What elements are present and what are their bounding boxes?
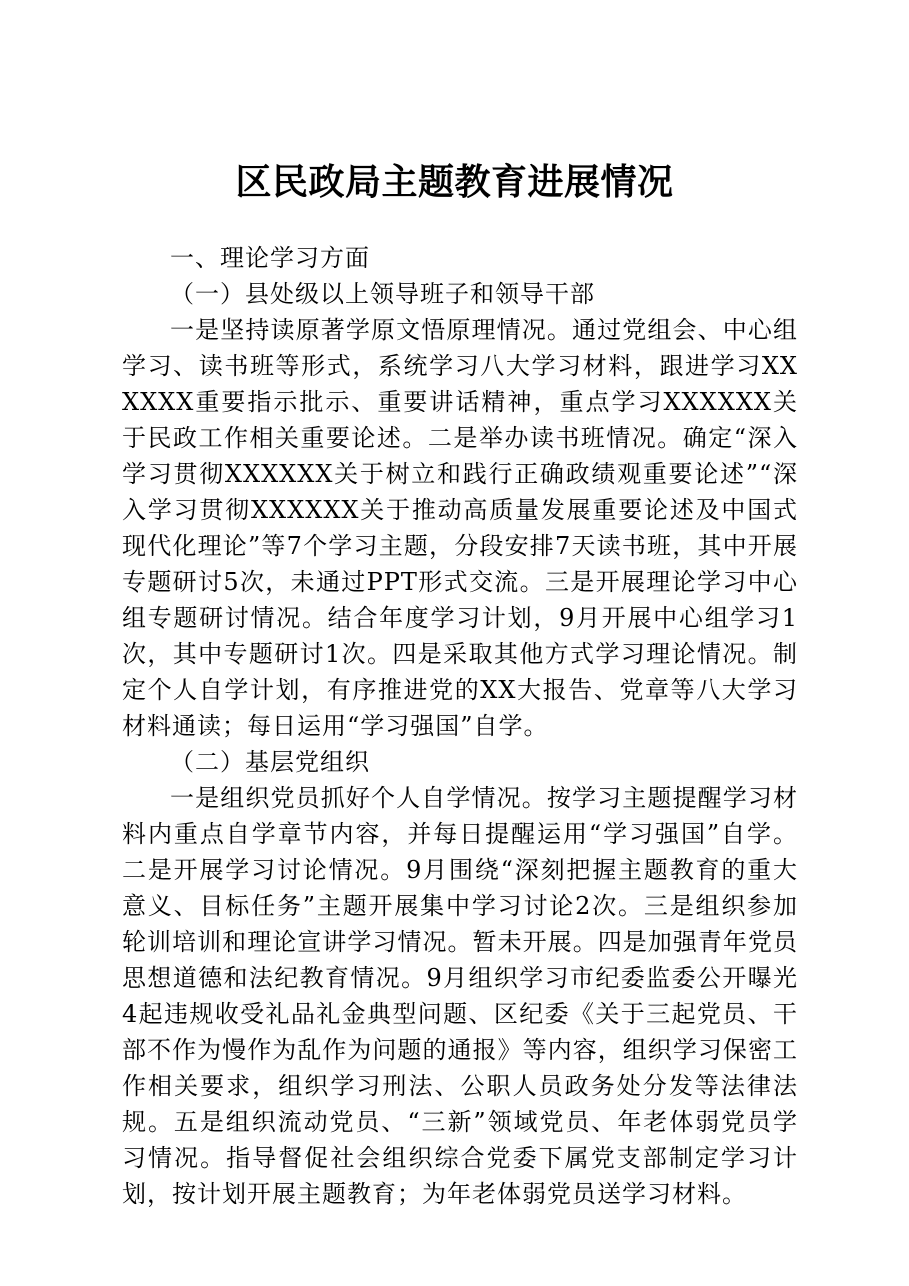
section-heading-theory-study: 一、理论学习方面 <box>170 244 370 272</box>
paragraph-grassroots: 一是组织党员抓好个人自学情况。按学习主题提醒学习材料内重点自学章节内容，并每日提醒运用“学习强国”自学。二是开展学习讨论情况。9月围绕“深刻把握主题教育的重大意义、目标任务”主题开展集中学习讨论2次。三是组织参加轮训培训和理论宣讲学习情况。暂未开展。四是加强青年党员思想道德和法纪教育情况。9月组织学习市纪委监委公开曝光4起违规收受礼品礼金典型问题、区纪委《关于三起党员、干部不作为慢作为乱作为问题的通报》等内容，组织学习保密工作相关要求，组织学习刑法、公职人员政务处分发等法律法规。五是组织流动党员、“三新”领域党员、年老体弱党员学习情况。指导督促社会组织综合党委下属党支部制定学习计划，按计划开展主题教育；为年老体弱党员送学习材料。 <box>122 784 798 1208</box>
document-title: 区民政局主题教育进展情况 <box>235 161 674 203</box>
subsection-heading-leadership: （一）县处级以上领导班子和领导干部 <box>170 280 595 308</box>
subsection-heading-grassroots: （二）基层党组织 <box>170 748 370 776</box>
document-body <box>122 240 798 1212</box>
paragraph-leadership: 一是坚持读原著学原文悟原理情况。通过党组会、中心组学习、读书班等形式，系统学习八大学习材料，跟进学习XXXXXX重要指示批示、重要讲话精神，重点学习XXXXXX关于民政工作相关重要论述。二是举办读书班情况。确定“深入学习贯彻XXXXXX关于树立和践行正确政绩观重要论述”“深入学习贯彻XXXXXX关于推动高质量发展重要论述及中国式现代化理论”等7个学习主题，分段安排7天读书班，其中开展专题研讨5次，未通过PPT形式交流。三是开展理论学习中心组专题研讨情况。结合年度学习计划，9月开展中心组学习1次，其中专题研讨1次。四是采取其他方式学习理论情况。制定个人自学计划，有序推进党的XX大报告、党章等八大学习材料通读；每日运用“学习强国”自学。 <box>122 316 798 740</box>
